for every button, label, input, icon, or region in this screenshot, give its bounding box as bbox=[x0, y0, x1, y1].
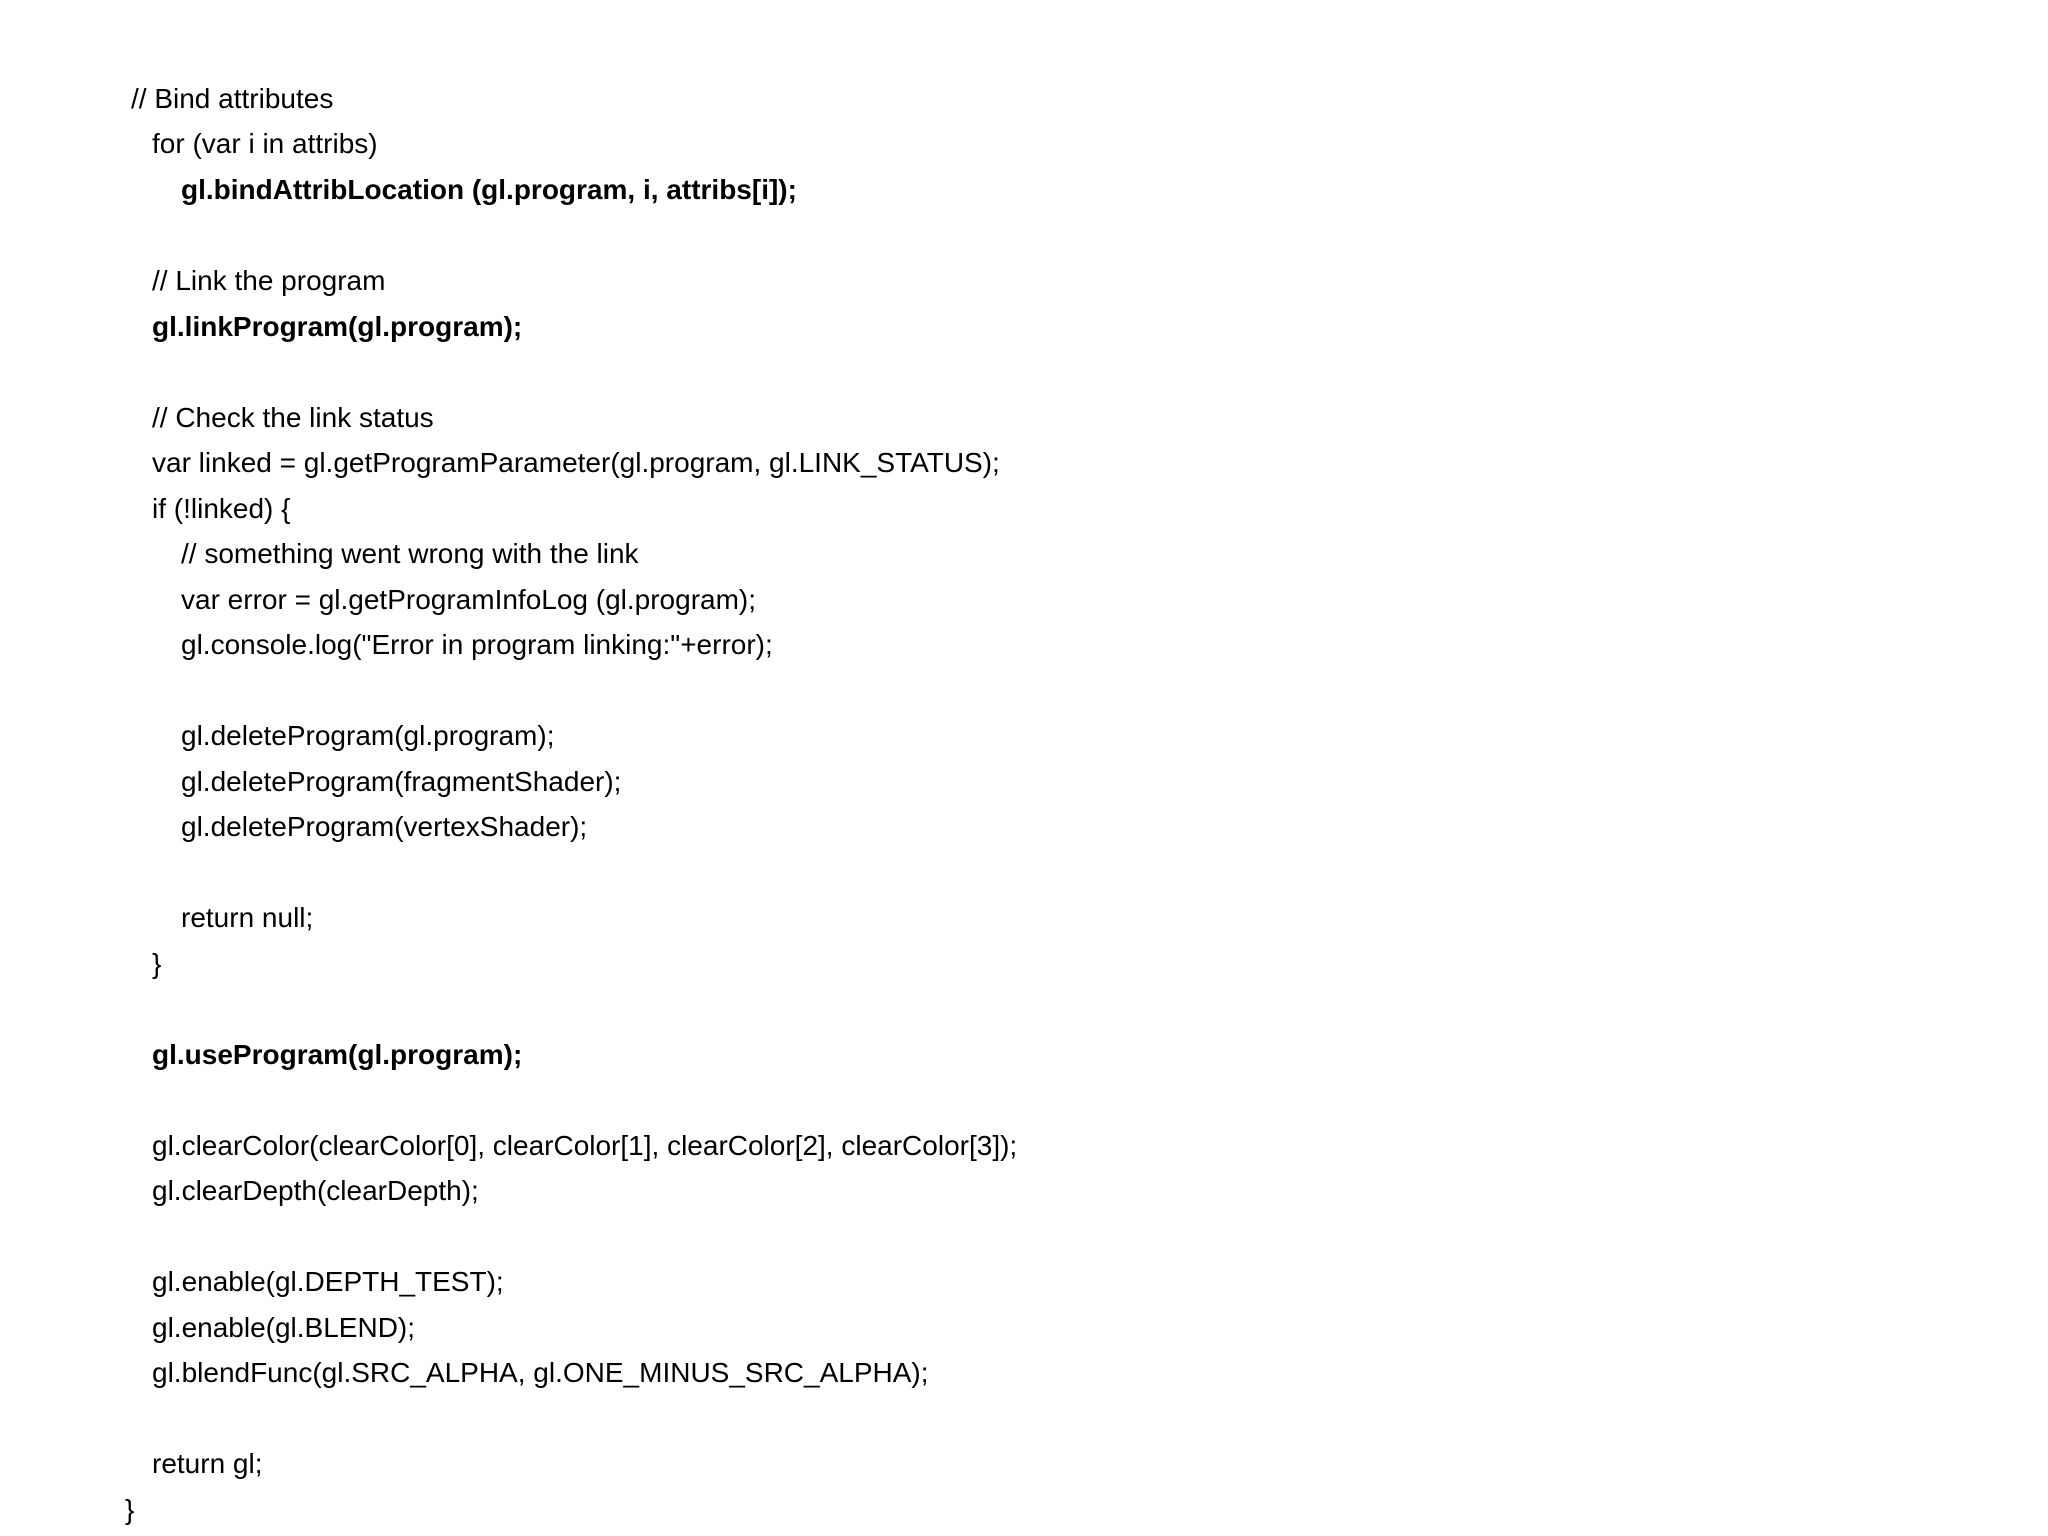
code-line-enable-depth-test: gl.enable(gl.DEPTH_TEST); bbox=[152, 1266, 504, 1297]
code-line-enable-blend: gl.enable(gl.BLEND); bbox=[152, 1312, 416, 1343]
code-line-return-null: return null; bbox=[181, 902, 314, 933]
code-line-var-linked: var linked = gl.getProgramParameter(gl.program, gl.LINK_STATUS); bbox=[152, 447, 1000, 478]
code-line-use-program: gl.useProgram(gl.program); bbox=[152, 1039, 523, 1070]
code-line-console-log: gl.console.log("Error in program linking:"+error); bbox=[181, 629, 773, 660]
code-line-close-function: } bbox=[125, 1494, 135, 1525]
code-comment-bind-attributes: // Bind attributes bbox=[131, 83, 334, 114]
code-line-if-not-linked: if (!linked) { bbox=[152, 493, 291, 524]
code-comment-link-program: // Link the program bbox=[152, 265, 386, 296]
code-line-clear-color: gl.clearColor(clearColor[0], clearColor[1], clearColor[2], clearColor[3]); bbox=[152, 1130, 1018, 1161]
code-line-bind-attrib-location: gl.bindAttribLocation (gl.program, i, attribs[i]); bbox=[181, 174, 797, 205]
code-line-clear-depth: gl.clearDepth(clearDepth); bbox=[152, 1175, 479, 1206]
code-comment-check-link-status: // Check the link status bbox=[152, 402, 434, 433]
code-line-delete-fragment-shader: gl.deleteProgram(fragmentShader); bbox=[181, 766, 622, 797]
code-line-return-gl: return gl; bbox=[152, 1448, 263, 1479]
code-line-var-error: var error = gl.getProgramInfoLog (gl.program); bbox=[181, 584, 757, 615]
code-line-delete-vertex-shader: gl.deleteProgram(vertexShader); bbox=[181, 811, 588, 842]
code-line-for-loop: for (var i in attribs) bbox=[152, 128, 378, 159]
code-comment-something-went-wrong: // something went wrong with the link bbox=[181, 538, 639, 569]
code-line-close-if: } bbox=[152, 948, 162, 979]
code-line-blend-func: gl.blendFunc(gl.SRC_ALPHA, gl.ONE_MINUS_SRC_ALPHA); bbox=[152, 1357, 929, 1388]
code-line-link-program: gl.linkProgram(gl.program); bbox=[152, 311, 523, 342]
code-line-delete-program: gl.deleteProgram(gl.program); bbox=[181, 720, 555, 751]
